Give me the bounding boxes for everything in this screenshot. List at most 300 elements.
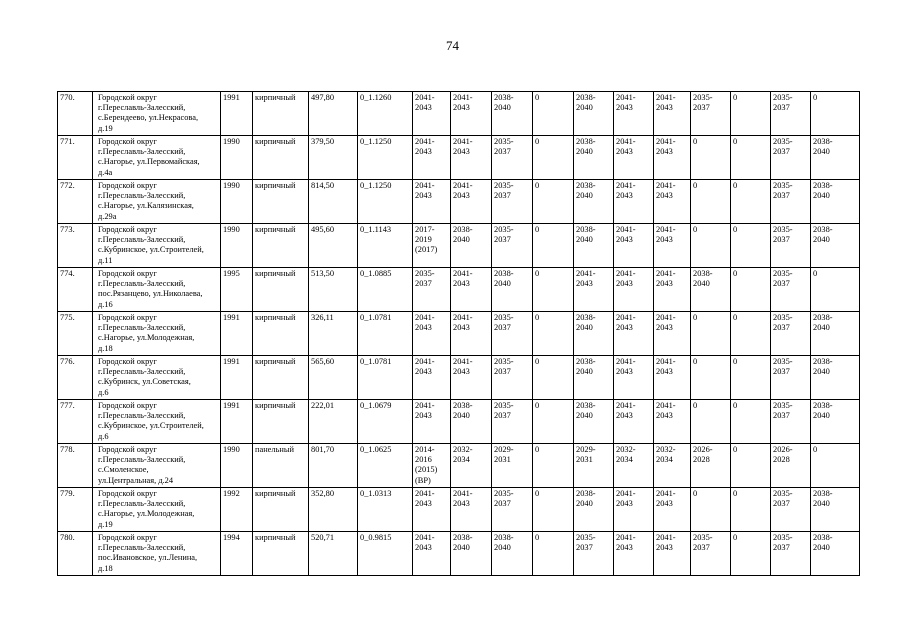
period-cell-line: 2035-	[773, 533, 793, 542]
period-cell-line: 2041-	[616, 137, 636, 146]
table-row	[58, 400, 860, 444]
period-cell-line: 2040	[494, 543, 511, 553]
period-cell-line: 2041-	[656, 313, 676, 322]
row-number-cell: 774.	[58, 268, 93, 312]
table-row	[58, 532, 860, 576]
row-number-cell: 773.	[58, 224, 93, 268]
period-cell-line: 2037	[494, 499, 511, 509]
period-cell-line: 2040	[813, 499, 830, 509]
table-row	[58, 356, 860, 400]
year-cell: 1991	[221, 312, 253, 356]
material-cell: кирпичный	[253, 356, 309, 400]
address-cell	[93, 312, 221, 356]
material-cell: панельный	[253, 444, 309, 488]
period-cell-line: 2041-	[616, 93, 636, 102]
address-cell-line: пос.Рязанцево, ул.Николаева,	[98, 289, 203, 299]
period-cell	[771, 268, 811, 312]
area-cell: 326,11	[309, 312, 358, 356]
period-cell-line: 2043	[656, 103, 673, 113]
year-cell: 1995	[221, 268, 253, 312]
period-cell	[731, 444, 771, 488]
period-cell	[811, 312, 860, 356]
address-cell-line: г.Переславль-Залесский,	[98, 279, 186, 289]
period-cell-line: 2037	[415, 279, 432, 289]
period-cell-line: 2043	[616, 191, 633, 201]
period-cell-line: 2040	[453, 411, 470, 421]
material-cell: кирпичный	[253, 224, 309, 268]
table-row	[58, 488, 860, 532]
period-cell-line: 2040	[494, 279, 511, 289]
period-cell	[492, 92, 533, 136]
period-cell-line: 2041-	[453, 269, 473, 278]
address-cell	[93, 400, 221, 444]
area-cell: 379,50	[309, 136, 358, 180]
period-cell	[654, 444, 691, 488]
period-cell	[731, 224, 771, 268]
period-cell-line: 2043	[656, 235, 673, 245]
period-cell-line: 0	[535, 313, 540, 322]
period-cell-line: 2035-	[494, 137, 514, 146]
period-cell	[533, 488, 574, 532]
period-cell	[413, 136, 451, 180]
address-cell-line: г.Переславль-Залесский,	[98, 103, 186, 113]
period-cell	[614, 532, 654, 576]
year-cell: 1991	[221, 400, 253, 444]
table-row	[58, 180, 860, 224]
period-cell-line: 2035-	[773, 181, 793, 190]
period-cell	[654, 400, 691, 444]
area-cell: 520,71	[309, 532, 358, 576]
period-cell-line: 2043	[415, 323, 432, 333]
period-cell-line: 2041-	[616, 357, 636, 366]
area-cell: 497,80	[309, 92, 358, 136]
period-cell-line: 2041-	[415, 533, 435, 542]
area-cell: 513,50	[309, 268, 358, 312]
period-cell	[413, 92, 451, 136]
period-cell-line: 2035-	[773, 93, 793, 102]
material-cell: кирпичный	[253, 532, 309, 576]
period-cell-line: 2038-	[576, 313, 596, 322]
period-cell-line: 2038-	[576, 357, 596, 366]
year-cell: 1994	[221, 532, 253, 576]
period-cell-line: 0	[733, 269, 738, 278]
period-cell-line: 2041-	[656, 225, 676, 234]
period-cell-line: 2037	[773, 235, 790, 245]
period-cell	[731, 532, 771, 576]
period-cell-line: 2034	[453, 455, 470, 465]
period-cell	[574, 356, 614, 400]
period-cell	[811, 400, 860, 444]
period-cell	[771, 488, 811, 532]
period-cell-line: 2040	[813, 543, 830, 553]
material-cell: кирпичный	[253, 488, 309, 532]
period-cell-line: 0	[733, 401, 738, 410]
year-cell: 1991	[221, 356, 253, 400]
address-cell	[93, 488, 221, 532]
period-cell-line: 2031	[494, 455, 511, 465]
period-cell	[574, 136, 614, 180]
period-cell	[574, 224, 614, 268]
period-cell	[731, 488, 771, 532]
address-cell	[93, 92, 221, 136]
period-cell-line: 0	[535, 137, 540, 146]
period-cell	[451, 92, 492, 136]
address-cell-line: Городской округ	[98, 269, 157, 278]
period-cell	[533, 268, 574, 312]
period-cell	[574, 92, 614, 136]
address-cell-line: Городской округ	[98, 533, 157, 542]
period-cell-line: 2041-	[576, 269, 596, 278]
period-cell-line: 2040	[813, 191, 830, 201]
period-cell	[492, 488, 533, 532]
period-cell	[811, 224, 860, 268]
period-cell	[413, 488, 451, 532]
year-cell: 1990	[221, 180, 253, 224]
period-cell	[492, 136, 533, 180]
period-cell-line: 2038-	[453, 533, 473, 542]
address-cell-line: Городской округ	[98, 93, 157, 102]
period-cell	[533, 312, 574, 356]
period-cell-line: 0	[733, 181, 738, 190]
period-cell	[771, 312, 811, 356]
period-cell	[413, 268, 451, 312]
address-cell-line: с.Нагорье, ул.Молодежная,	[98, 509, 195, 519]
period-cell	[614, 224, 654, 268]
period-cell	[533, 180, 574, 224]
period-cell	[811, 268, 860, 312]
period-cell-line: 2041-	[616, 225, 636, 234]
period-cell-line: 2041-	[656, 357, 676, 366]
period-cell	[614, 136, 654, 180]
period-cell	[811, 356, 860, 400]
address-cell-line: с.Смоленское,	[98, 465, 149, 475]
period-cell-line: 2043	[656, 543, 673, 553]
address-cell-line: Городской округ	[98, 401, 157, 410]
period-cell	[614, 180, 654, 224]
year-cell: 1990	[221, 444, 253, 488]
period-cell-line: 2035-	[773, 137, 793, 146]
address-cell-line: Городской округ	[98, 357, 157, 366]
period-cell	[654, 312, 691, 356]
period-cell-line: 2043	[656, 499, 673, 509]
period-cell-line: 2043	[415, 499, 432, 509]
period-cell-line: 0	[535, 93, 540, 102]
area-cell: 801,70	[309, 444, 358, 488]
address-cell-line: г.Переславль-Залесский,	[98, 147, 186, 157]
period-cell	[533, 356, 574, 400]
period-cell	[691, 92, 731, 136]
period-cell	[492, 224, 533, 268]
period-cell-line: 2034	[616, 455, 633, 465]
area-cell: 352,80	[309, 488, 358, 532]
row-number-cell: 775.	[58, 312, 93, 356]
period-cell-line: 0	[535, 445, 540, 454]
period-cell	[492, 356, 533, 400]
period-cell-line: 0	[535, 401, 540, 410]
period-cell-line: 2041-	[656, 533, 676, 542]
period-cell	[413, 444, 451, 488]
period-cell-line: 2038-	[576, 225, 596, 234]
period-cell-line: 2035-	[773, 269, 793, 278]
period-cell-line: 0	[535, 489, 540, 498]
period-cell-line: 0	[693, 401, 698, 410]
address-cell-line: с.Кубринск, ул.Советская,	[98, 377, 191, 387]
period-cell	[731, 268, 771, 312]
code-cell: 0_1.0625	[358, 444, 413, 488]
address-cell-line: с.Кубринское, ул.Строителей,	[98, 421, 204, 431]
period-cell-line: 2035-	[494, 489, 514, 498]
period-cell-line: 2038-	[576, 489, 596, 498]
period-cell-line: 2043	[453, 499, 470, 509]
material-cell: кирпичный	[253, 180, 309, 224]
period-cell-line: 0	[693, 137, 698, 146]
address-cell-line: Городской округ	[98, 137, 157, 146]
period-cell-line: 2041-	[415, 313, 435, 322]
period-cell-line: 2038-	[576, 93, 596, 102]
table-row	[58, 136, 860, 180]
code-cell: 0_1.0885	[358, 268, 413, 312]
period-cell	[654, 136, 691, 180]
period-cell-line: 2041-	[656, 137, 676, 146]
period-cell-line: 2040	[813, 323, 830, 333]
period-cell	[451, 400, 492, 444]
address-cell	[93, 532, 221, 576]
period-cell	[771, 356, 811, 400]
period-cell-line: 2041-	[453, 489, 473, 498]
period-cell-line: 2041-	[616, 181, 636, 190]
period-cell-line: 0	[813, 269, 818, 278]
housing-registry-table	[57, 91, 860, 576]
period-cell-line: 2038-	[453, 225, 473, 234]
year-cell: 1991	[221, 92, 253, 136]
table-row	[58, 268, 860, 312]
period-cell	[811, 180, 860, 224]
period-cell	[654, 224, 691, 268]
period-cell-line: (2015)	[415, 465, 438, 475]
period-cell	[574, 268, 614, 312]
area-cell: 495,60	[309, 224, 358, 268]
period-cell-line: 2037	[576, 543, 593, 553]
period-cell-line: 2037	[494, 191, 511, 201]
address-cell-line: д.29а	[98, 211, 117, 221]
table-row	[58, 444, 860, 488]
period-cell	[574, 532, 614, 576]
period-cell	[731, 180, 771, 224]
period-cell	[533, 400, 574, 444]
address-cell-line: г.Переславль-Залесский,	[98, 499, 186, 509]
period-cell-line: 0	[535, 269, 540, 278]
period-cell	[451, 268, 492, 312]
period-cell-line: 2037	[494, 367, 511, 377]
period-cell-line: 2043	[453, 367, 470, 377]
period-cell-line: 2019	[415, 235, 432, 245]
period-cell-line: 2041-	[415, 489, 435, 498]
period-cell	[451, 488, 492, 532]
period-cell	[811, 488, 860, 532]
period-cell-line: 2041-	[453, 137, 473, 146]
period-cell	[654, 180, 691, 224]
period-cell-line: 2040	[813, 235, 830, 245]
period-cell	[811, 532, 860, 576]
table-row	[58, 224, 860, 268]
year-cell: 1990	[221, 224, 253, 268]
address-cell-line: с.Нагорье, ул.Калязинская,	[98, 201, 194, 211]
period-cell	[771, 92, 811, 136]
row-number-cell: 772.	[58, 180, 93, 224]
period-cell	[574, 444, 614, 488]
address-cell-line: д.4а	[98, 167, 113, 177]
period-cell	[492, 180, 533, 224]
period-cell-line: 2037	[494, 411, 511, 421]
period-cell-line: 2040	[576, 147, 593, 157]
period-cell-line: 2037	[773, 499, 790, 509]
period-cell-line: 2028	[773, 455, 790, 465]
period-cell-line: 2026-	[693, 445, 713, 454]
period-cell	[492, 532, 533, 576]
address-cell-line: д.19	[98, 519, 113, 529]
period-cell-line: 2041-	[656, 489, 676, 498]
period-cell	[574, 400, 614, 444]
material-cell: кирпичный	[253, 268, 309, 312]
period-cell	[492, 444, 533, 488]
period-cell-line: 2028	[693, 455, 710, 465]
code-cell: 0_1.0781	[358, 312, 413, 356]
period-cell	[533, 92, 574, 136]
area-cell: 565,60	[309, 356, 358, 400]
material-cell: кирпичный	[253, 400, 309, 444]
period-cell	[614, 356, 654, 400]
period-cell-line: 2035-	[773, 357, 793, 366]
period-cell-line: 2037	[773, 411, 790, 421]
period-cell-line: 2038-	[494, 269, 514, 278]
period-cell-line: 2043	[415, 103, 432, 113]
period-cell-line: 0	[693, 181, 698, 190]
period-cell	[533, 224, 574, 268]
period-cell	[451, 312, 492, 356]
period-cell-line: 2034	[656, 455, 673, 465]
period-cell	[691, 444, 731, 488]
period-cell	[614, 268, 654, 312]
period-cell-line: 2041-	[453, 357, 473, 366]
period-cell	[533, 444, 574, 488]
address-cell-line: с.Кубринское, ул.Строителей,	[98, 245, 204, 255]
period-cell	[492, 312, 533, 356]
period-cell-line: 0	[733, 445, 738, 454]
period-cell-line: 2037	[773, 543, 790, 553]
period-cell-line: 0	[733, 225, 738, 234]
period-cell-line: 2043	[616, 235, 633, 245]
period-cell-line: 2043	[656, 147, 673, 157]
address-cell-line: д.11	[98, 255, 113, 265]
period-cell	[771, 400, 811, 444]
period-cell-line: 2035-	[494, 401, 514, 410]
period-cell	[614, 92, 654, 136]
address-cell	[93, 444, 221, 488]
period-cell	[451, 356, 492, 400]
period-cell-line: 2043	[453, 147, 470, 157]
address-cell-line: г.Переславль-Залесский,	[98, 323, 186, 333]
address-cell	[93, 356, 221, 400]
period-cell-line: 2041-	[656, 401, 676, 410]
period-cell	[811, 444, 860, 488]
address-cell	[93, 268, 221, 312]
code-cell: 0_1.1143	[358, 224, 413, 268]
period-cell-line: 2043	[415, 147, 432, 157]
row-number-cell: 779.	[58, 488, 93, 532]
period-cell-line: 2040	[813, 147, 830, 157]
period-cell	[614, 400, 654, 444]
address-cell-line: д.18	[98, 343, 113, 353]
address-cell-line: с.Нагорье, ул.Молодежная,	[98, 333, 195, 343]
period-cell	[654, 92, 691, 136]
period-cell-line: 2038-	[813, 357, 833, 366]
period-cell	[731, 400, 771, 444]
period-cell-line: 2026-	[773, 445, 793, 454]
period-cell	[451, 136, 492, 180]
period-cell-line: 2041-	[415, 357, 435, 366]
period-cell-line: 2037	[693, 543, 710, 553]
period-cell-line: 2043	[616, 411, 633, 421]
period-cell	[574, 180, 614, 224]
material-cell: кирпичный	[253, 136, 309, 180]
period-cell-line: 2040	[576, 323, 593, 333]
address-cell-line: ул.Центральная, д.24	[98, 475, 174, 485]
period-cell-line: 2032-	[453, 445, 473, 454]
address-cell-line: Городской округ	[98, 313, 157, 322]
period-cell-line: 2043	[415, 543, 432, 553]
period-cell-line: 0	[693, 489, 698, 498]
period-cell-line: 2035-	[494, 181, 514, 190]
period-cell-line: 2041-	[616, 401, 636, 410]
row-number-cell: 778.	[58, 444, 93, 488]
code-cell: 0_1.0679	[358, 400, 413, 444]
period-cell-line: 2041-	[656, 93, 676, 102]
address-cell-line: с.Берендеево, ул.Некрасова,	[98, 113, 199, 123]
address-cell-line: г.Переславль-Залесский,	[98, 411, 186, 421]
area-cell: 222,01	[309, 400, 358, 444]
period-cell-line: 2035-	[494, 225, 514, 234]
address-cell-line: д.19	[98, 123, 113, 133]
period-cell	[654, 268, 691, 312]
period-cell	[451, 180, 492, 224]
period-cell	[691, 136, 731, 180]
year-cell: 1990	[221, 136, 253, 180]
period-cell-line: 2032-	[616, 445, 636, 454]
address-cell	[93, 224, 221, 268]
material-cell: кирпичный	[253, 312, 309, 356]
period-cell	[731, 356, 771, 400]
period-cell-line: 2043	[453, 191, 470, 201]
code-cell: 0_1.0781	[358, 356, 413, 400]
period-cell	[731, 312, 771, 356]
period-cell-line: 2043	[656, 367, 673, 377]
period-cell-line: 2038-	[494, 533, 514, 542]
period-cell-line: 2037	[773, 323, 790, 333]
period-cell-line: 2038-	[813, 533, 833, 542]
period-cell-line: 2037	[773, 279, 790, 289]
period-cell-line: 2037	[773, 191, 790, 201]
period-cell	[771, 532, 811, 576]
period-cell-line: 2038-	[813, 181, 833, 190]
period-cell	[691, 356, 731, 400]
period-cell-line: 2037	[494, 323, 511, 333]
period-cell	[654, 532, 691, 576]
period-cell	[691, 312, 731, 356]
period-cell-line: 2037	[773, 147, 790, 157]
period-cell-line: 2041-	[616, 313, 636, 322]
period-cell-line: 0	[535, 181, 540, 190]
period-cell-line: 2029-	[494, 445, 514, 454]
